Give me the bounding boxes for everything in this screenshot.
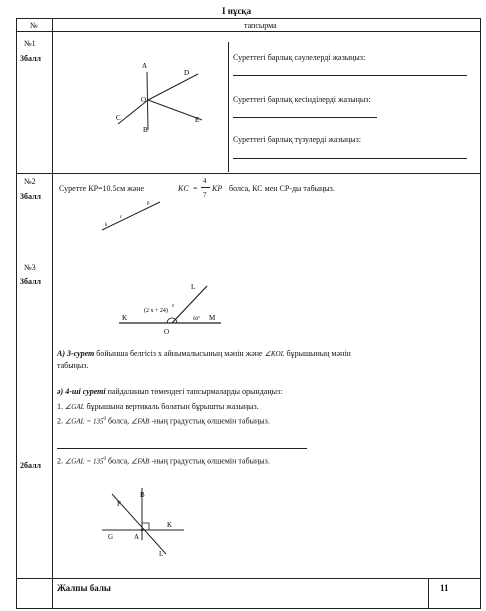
q1-prompt-segments: Суреттегі барлық кесінділерді жазыңыз: bbox=[233, 95, 371, 104]
q3-item-1-number: 1. bbox=[57, 402, 63, 411]
q1-answer-line-segments[interactable] bbox=[233, 117, 377, 118]
q3-item-2-tail: -ның градустық өлшемін табыңыз. bbox=[151, 416, 270, 426]
q3-angle-kol: ∠KOL bbox=[264, 350, 285, 358]
label-b: B bbox=[143, 126, 148, 134]
q3-part-a-tail: бұрышының мәнін bbox=[286, 349, 351, 358]
q4-angle: ∠GAL bbox=[65, 457, 85, 466]
label-k: K bbox=[167, 521, 173, 529]
q3-figure bbox=[115, 276, 225, 338]
q3-item-1 bbox=[57, 402, 259, 412]
q3-number: №3 bbox=[24, 263, 36, 272]
q4-angle2: ∠FAB bbox=[131, 457, 150, 466]
q1-answer-line-lines[interactable] bbox=[233, 158, 467, 159]
q3-part-b bbox=[57, 387, 282, 397]
q3-part-a-line2: табыңыз. bbox=[57, 361, 89, 370]
q2-fraction-bar bbox=[201, 187, 210, 188]
q2-text-start: Суретте КР=10.5см және bbox=[59, 184, 145, 193]
q2-segment-figure bbox=[98, 196, 164, 236]
q4-tail: -ның градустық өлшемін табыңыз. bbox=[151, 456, 270, 466]
label-d: D bbox=[184, 69, 190, 77]
q3-item-1-text: бұрышына вертикаль болатын бұрышты жазыңыз. bbox=[86, 402, 259, 411]
label-m: M bbox=[209, 314, 216, 322]
total-points-label: Жалпы балы bbox=[57, 583, 111, 593]
q3-item-2 bbox=[57, 415, 270, 427]
q4-value: = 135 bbox=[86, 457, 104, 466]
ray-oe bbox=[148, 100, 202, 120]
q4-degree: 0 bbox=[103, 457, 106, 462]
q3-item-2-degree: 0 bbox=[103, 417, 106, 422]
q3-item-2-value: = 135 bbox=[86, 417, 104, 426]
q1-points: 3балл bbox=[20, 54, 42, 63]
label-g: G bbox=[108, 533, 114, 541]
label-p: p bbox=[147, 201, 150, 206]
label-l: L bbox=[159, 550, 164, 558]
point-a bbox=[141, 529, 143, 531]
label-l: L bbox=[191, 283, 196, 291]
total-points-value: 11 bbox=[440, 583, 449, 593]
q2-points: 3балл bbox=[20, 192, 42, 201]
label-a: A bbox=[134, 533, 140, 541]
q1-prompt-lines: Суреттегі барлық түзулерді жазыңыз: bbox=[233, 135, 362, 144]
column-number-header: № bbox=[30, 21, 38, 30]
q2-fraction-denominator: 7 bbox=[203, 191, 207, 199]
variant-title: I нұсқа bbox=[222, 6, 252, 16]
column-task-header: тапсырма bbox=[244, 21, 277, 30]
q3-answer-line[interactable] bbox=[57, 448, 307, 449]
label-e: E bbox=[195, 116, 200, 124]
label-c: C bbox=[116, 114, 121, 122]
label-c: c bbox=[120, 215, 123, 220]
label-f: F bbox=[117, 500, 121, 508]
q1-figure bbox=[100, 50, 225, 150]
q4-mid: болса, bbox=[107, 456, 130, 466]
q2-kc: KC bbox=[178, 184, 189, 193]
q3-part-a bbox=[57, 349, 351, 359]
segment-kp bbox=[102, 202, 160, 230]
q1-prompt-rays: Суреттегі барлық сәулелерді жазыңыз: bbox=[233, 53, 366, 62]
label-angle-degree: 0 bbox=[172, 303, 174, 308]
label-o: O bbox=[164, 328, 170, 336]
q2-equals: = bbox=[193, 184, 198, 193]
label-a: A bbox=[142, 62, 148, 70]
q3-item-1-angle: ∠GAL bbox=[65, 403, 85, 411]
q3-item-2-angle: ∠GAL bbox=[65, 417, 85, 426]
ray-od bbox=[148, 74, 198, 100]
q3-part-b-text: пайдаланып төмендегі тапсырмаларды орындаңыз: bbox=[107, 387, 283, 396]
q1-answer-line-rays[interactable] bbox=[233, 75, 467, 76]
q3-part-a-ref: А) 3-сурет bbox=[57, 349, 95, 358]
ray-ol bbox=[172, 286, 207, 323]
q2-number: №2 bbox=[24, 177, 36, 186]
q1-number: №1 bbox=[24, 39, 36, 48]
q4-item-number: 2. bbox=[57, 456, 63, 466]
label-angle-60: 60° bbox=[193, 317, 200, 322]
label-o: O bbox=[141, 96, 147, 104]
label-b: B bbox=[140, 491, 145, 499]
label-k: k bbox=[105, 223, 108, 228]
q3-item-2-number: 2. bbox=[57, 416, 63, 426]
q3-item-2-mid: болса, bbox=[107, 416, 130, 426]
q2-kp: KP bbox=[212, 184, 223, 193]
q4-item bbox=[57, 455, 270, 467]
q3-part-a-text: бойынша белгісіз x айнымалысының мәнін және bbox=[96, 349, 263, 358]
q2-fraction-numerator: 4 bbox=[203, 177, 207, 185]
q3-item-2-angle2: ∠FAB bbox=[131, 417, 150, 426]
q4-points: 2балл bbox=[20, 461, 42, 470]
q3-points: 3балл bbox=[20, 277, 42, 286]
q4-figure bbox=[98, 486, 188, 566]
label-k: K bbox=[122, 314, 128, 322]
q3-part-b-ref: ә) 4-ші суреті bbox=[57, 387, 106, 396]
q2-text-end: болса, КС мен СР-ды табыңыз. bbox=[229, 184, 335, 193]
label-angle-expression: (2 x + 24) bbox=[144, 308, 168, 314]
